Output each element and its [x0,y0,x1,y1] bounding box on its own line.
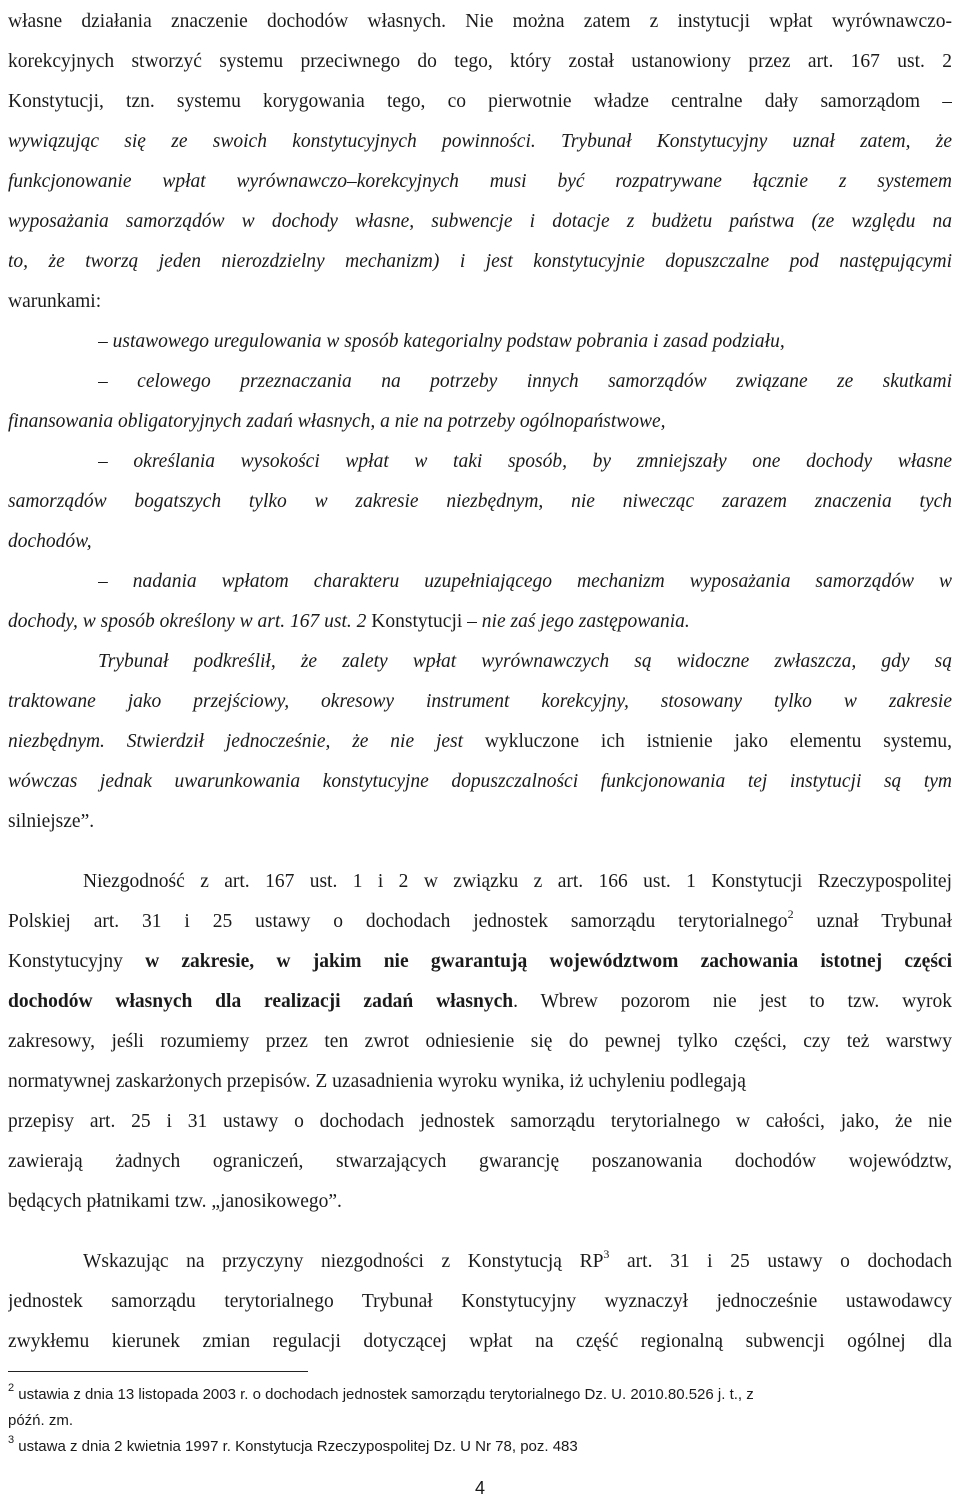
text-line: Trybunał podkreślił, że zalety wpłat wyrównawczych są widoczne zwłaszcza, gdy są [98,651,952,672]
text-line: zawierają żadnych ograniczeń, stwarzających gwarancję poszanowania dochodów województw, [8,1151,952,1172]
text-line [83,1242,952,1282]
text-line: silniejsze”. [8,811,95,832]
text-line: normatywnej zaskarżonych przepisów. Z uzasadnienia wyroku wynika, iż uchyleniu podlegają [8,1071,746,1092]
text-span: wywiązując się ze swoich konstytucyjnych powinności. [8,131,536,152]
footnote-number: 2 [8,1382,15,1394]
text-line: przepisy art. 25 i 31 ustawy o dochodach jednostek samorządu terytorialnego w całości, jako, że nie [8,1111,952,1132]
text-span: niezbędnym. Stwierdził jednocześnie, że nie jest [8,731,485,752]
text-span: Polskiej art. 31 i 25 ustawy o dochodach jednostek samorządu terytorialnego [8,911,788,932]
text-line: Niezgodność z art. 167 ust. 1 i 2 w związku z art. 166 ust. 1 Konstytucji Rzeczypospolitej [83,871,952,892]
bold-text: dochodów własnych dla realizacji zadań własnych [8,991,514,1012]
footnote-text: ustawa z dnia 2 kwietnia 1997 r. Konstytucja Rzeczypospolitej Dz. U Nr 78, poz. 483 [14,1438,578,1455]
text-line [8,902,952,942]
bold-text: w zakresie, w jakim nie gwarantują województwom zachowania istotnej części [145,951,952,972]
text-line: warunkami: [8,291,102,312]
text-line: dochodów, [8,531,92,552]
text-line: wówczas jednak uwarunkowania konstytucyjne dopuszczalności funkcjonowania tej instytucji są tym [8,771,952,792]
text-line: zwykłemu kierunek zmian regulacji dotyczącej wpłat na część regionalną subwencji ogólnej dla [8,1331,952,1352]
text-span: – nie zaś jego zastępowania. [462,611,690,632]
text-line: traktowane jako przejściowy, okresowy instrument korekcyjny, stosowany tylko w zakresie [8,691,952,712]
text-line [8,602,952,642]
text-span: Konstytucyjny [8,951,146,972]
text-span: dochody, w sposób określony w art. 167 ust. 2 [8,611,372,632]
text-line [8,982,952,1022]
list-item: – celowego przeznaczania na potrzeby innych samorządów związane ze skutkami [98,371,952,392]
text-span: art. 31 i 25 ustawy o dochodach [609,1251,952,1272]
list-item: – określania wysokości wpłat w taki sposób, by zmniejszały one dochody własne [98,451,952,472]
text-span: Konstytucji [371,611,463,632]
text-line: własne działania znaczenie dochodów własnych. Nie można zatem z instytucji wpłat wyrównawczo- [8,11,952,32]
text-span: Wskazując na przyczyny niezgodności z Konstytucją RP [83,1251,604,1272]
footnote-text: ustawia z dnia 13 listopada 2003 r. o dochodach jednostek samorządu terytorialnego Dz. U. 2010.80.526 j. t., z [14,1386,754,1403]
footnote-number: 3 [8,1434,15,1446]
text-line: jednostek samorządu terytorialnego Trybunał Konstytucyjny wyznaczył jednocześnie ustawodawcy [8,1291,952,1312]
footnote-ref: 3 [603,1247,610,1261]
text-span: Konstytucji, tzn. systemu korygowania tego, co pierwotnie władze centralne dały samorządom – [8,91,952,112]
footnote-ref: 2 [787,907,794,921]
text-line [8,122,952,162]
footnote-2-cont: późń. zm. [8,1412,74,1429]
text-span: uznał Trybunał [793,911,952,932]
text-span: Trybunał Konstytucyjny uznał zatem, że [535,131,952,152]
text-line: będących płatnikami tzw. „janosikowego”. [8,1191,342,1212]
text-line [8,942,952,982]
text-line: finansowania obligatoryjnych zadań własnych, a nie na potrzeby ogólnopaństwowe, [8,411,666,432]
text-line [8,722,952,762]
text-line: to, że tworzą jeden nierozdzielny mechanizm) i jest konstytucyjnie dopuszczalne pod następującymi [8,251,952,272]
text-line: korekcyjnych stworzyć systemu przeciwnego do tego, który został ustanowiony przez art. 167 ust. 2 [8,51,952,72]
footnote-separator [8,1371,308,1372]
text-line [8,82,952,122]
page-number: 4 [474,1478,485,1498]
footnote-2 [8,1384,952,1406]
list-item: – nadania wpłatom charakteru uzupełniającego mechanizm wyposażania samorządów w [98,571,952,592]
text-line: zakresowy, jeśli rozumiemy przez ten zwrot odniesienie się do pewnej tylko części, czy też warstwy [8,1031,952,1052]
footnote-3 [8,1436,952,1458]
text-line: funkcjonowanie wpłat wyrównawczo–korekcyjnych musi być rozpatrywane łącznie z systemem [8,171,952,192]
list-item: – ustawowego uregulowania w sposób kategorialny podstaw pobrania i zasad podziału, [98,331,785,352]
text-line: wyposażania samorządów w dochody własne, subwencje i dotacje z budżetu państwa (ze względu na [8,211,952,232]
text-span: wykluczone ich istnienie jako elementu systemu, [484,731,952,752]
text-span: . Wbrew pozorom nie jest to tzw. wyrok [513,991,952,1012]
text-line: samorządów bogatszych tylko w zakresie niezbędnym, nie niwecząc zarazem znaczenia tych [8,491,952,512]
